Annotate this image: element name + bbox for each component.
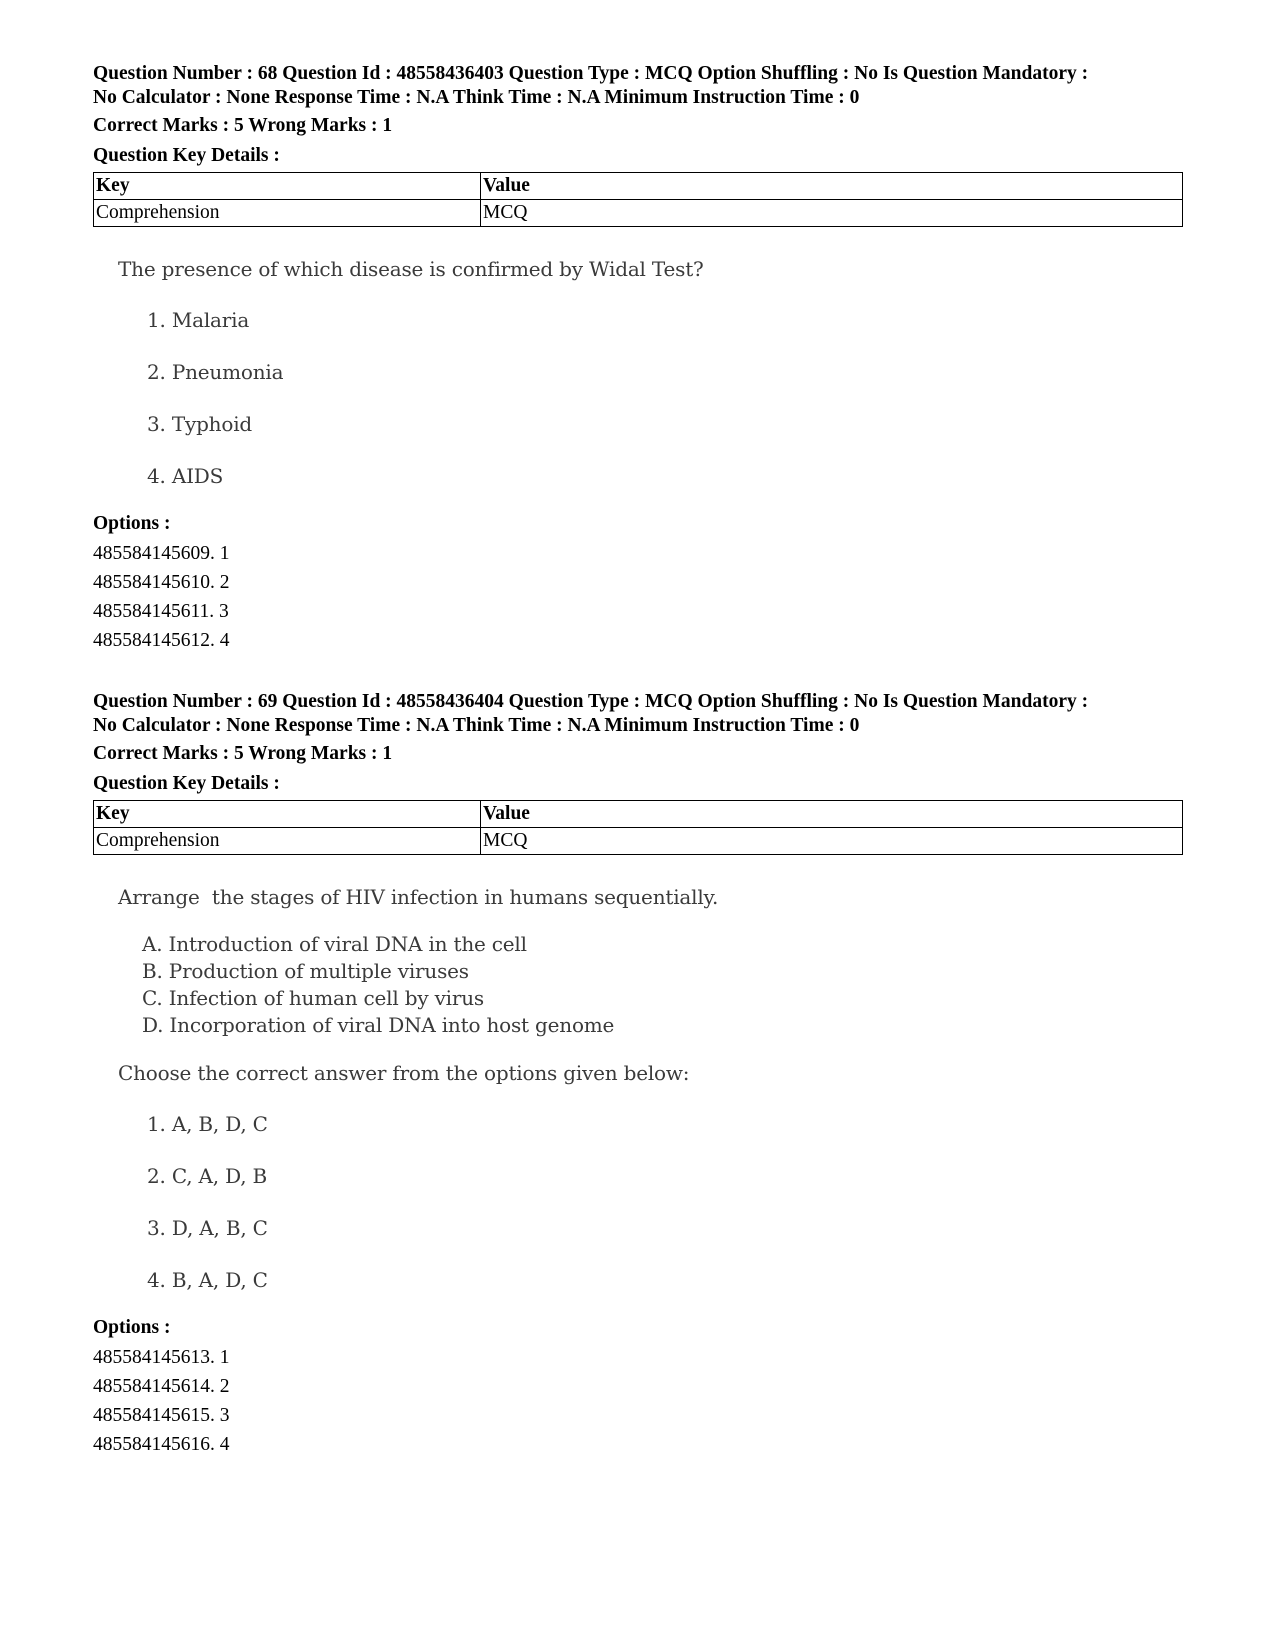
question-marks: Correct Marks : 5 Wrong Marks : 1 bbox=[93, 115, 393, 136]
key-table-header-row bbox=[94, 173, 1183, 200]
options-label: Options : bbox=[93, 513, 171, 534]
key-header-cell: Key bbox=[94, 801, 481, 828]
choice-1: 1. A, B, D, C bbox=[147, 1112, 268, 1136]
option-line-2: 485584145610. 2 bbox=[93, 572, 230, 593]
choice-3: 3. Typhoid bbox=[147, 412, 253, 436]
question-meta bbox=[93, 690, 1183, 738]
key-details-label: Question Key Details : bbox=[93, 145, 280, 166]
statement-c: C. Infection of human cell by virus bbox=[142, 986, 484, 1010]
choice-4: 4. B, A, D, C bbox=[147, 1268, 268, 1292]
key-table-header-row bbox=[94, 801, 1183, 828]
key-table-row bbox=[94, 828, 1183, 855]
question-68-block bbox=[93, 62, 1183, 655]
key-details-table bbox=[93, 800, 1183, 855]
choice-2: 2. C, A, D, B bbox=[147, 1164, 268, 1188]
option-line-1: 485584145609. 1 bbox=[93, 543, 230, 564]
options-label: Options : bbox=[93, 1317, 171, 1338]
key-header-cell: Key bbox=[94, 173, 481, 200]
question-marks: Correct Marks : 5 Wrong Marks : 1 bbox=[93, 743, 393, 764]
option-line-4: 485584145616. 4 bbox=[93, 1434, 230, 1455]
question-instruction: Choose the correct answer from the options given below: bbox=[118, 1061, 690, 1085]
option-line-4: 485584145612. 4 bbox=[93, 630, 230, 651]
key-table-row bbox=[94, 200, 1183, 227]
question-image-content bbox=[93, 885, 1183, 1292]
key-cell: Comprehension bbox=[94, 828, 481, 855]
option-line-3: 485584145615. 3 bbox=[93, 1405, 230, 1426]
value-header-cell: Value bbox=[481, 173, 1183, 200]
document-page bbox=[93, 62, 1183, 1459]
value-cell: MCQ bbox=[481, 200, 1183, 227]
question-meta-line-1: Question Number : 69 Question Id : 48558436404 Question Type : MCQ Option Shuffling : No Is Question Mandatory : bbox=[93, 691, 1089, 712]
question-meta-line-2: No Calculator : None Response Time : N.A Think Time : N.A Minimum Instruction Time : 0 bbox=[93, 715, 860, 736]
key-cell: Comprehension bbox=[94, 200, 481, 227]
option-line-2: 485584145614. 2 bbox=[93, 1376, 230, 1397]
question-meta bbox=[93, 62, 1183, 110]
question-image-content bbox=[93, 257, 1183, 488]
option-line-3: 485584145611. 3 bbox=[93, 601, 229, 622]
question-meta-line-1: Question Number : 68 Question Id : 48558436403 Question Type : MCQ Option Shuffling : No Is Question Mandatory : bbox=[93, 63, 1089, 84]
question-meta-line-2: No Calculator : None Response Time : N.A Think Time : N.A Minimum Instruction Time : 0 bbox=[93, 87, 860, 108]
key-details-label: Question Key Details : bbox=[93, 773, 280, 794]
key-details-table bbox=[93, 172, 1183, 227]
choice-3: 3. D, A, B, C bbox=[147, 1216, 268, 1240]
statement-b: B. Production of multiple viruses bbox=[142, 959, 469, 983]
option-line-1: 485584145613. 1 bbox=[93, 1347, 230, 1368]
value-header-cell: Value bbox=[481, 801, 1183, 828]
value-cell: MCQ bbox=[481, 828, 1183, 855]
choice-1: 1. Malaria bbox=[147, 308, 250, 332]
statement-list bbox=[93, 931, 1183, 1039]
question-stem: The presence of which disease is confirmed by Widal Test? bbox=[118, 257, 704, 281]
choice-2: 2. Pneumonia bbox=[147, 360, 284, 384]
statement-a: A. Introduction of viral DNA in the cell bbox=[142, 932, 527, 956]
choice-4: 4. AIDS bbox=[147, 464, 224, 488]
question-stem: Arrange the stages of HIV infection in humans sequentially. bbox=[118, 885, 719, 909]
statement-d: D. Incorporation of viral DNA into host genome bbox=[142, 1013, 615, 1037]
question-69-block bbox=[93, 690, 1183, 1459]
